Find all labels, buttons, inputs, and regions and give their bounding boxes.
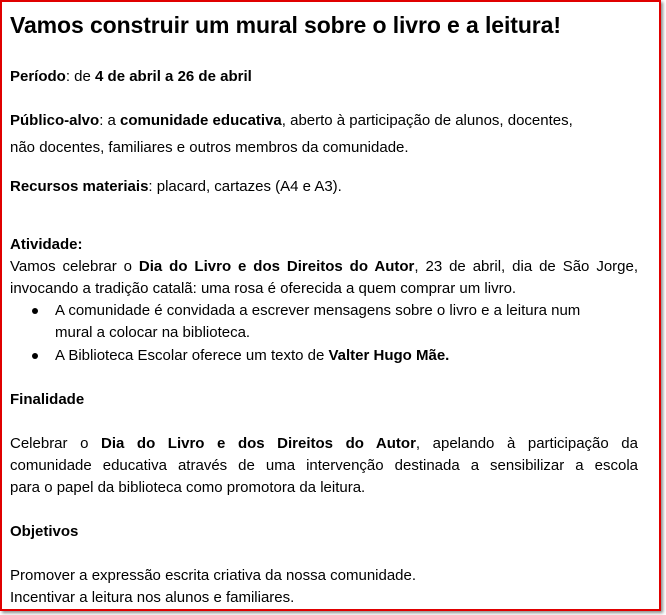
atividade-l1-pre: Vamos celebrar o: [10, 258, 139, 275]
publico-line-1: [10, 110, 573, 132]
objetivos-heading: Objetivos: [10, 523, 79, 540]
finalidade-line-2: comunidade educativa através de uma intervenção destinada a sensibilizar a escola: [10, 457, 638, 474]
recursos-label: Recursos materiais: [10, 178, 149, 195]
publico-line-2: não docentes, familiares e outros membros da comunidade.: [10, 139, 409, 156]
atividade-heading: Atividade:: [10, 236, 83, 253]
page-title: Vamos construir um mural sobre o livro e a leitura!: [10, 12, 561, 38]
finalidade-l1-bold: Dia do Livro e dos Direitos do Autor: [101, 435, 416, 452]
bullet-2-pre: A Biblioteca Escolar oferece um texto de: [55, 347, 329, 364]
finalidade-line-3: para o papel da biblioteca como promotora da leitura.: [10, 479, 366, 496]
recursos-rest: : placard, cartazes (A4 e A3).: [148, 178, 342, 195]
atividade-bullet-2: [55, 345, 645, 367]
periodo-mid: a: [160, 68, 178, 85]
publico-pre: : a: [99, 112, 121, 129]
bullet-2-bold: Valter Hugo Mãe.: [328, 347, 450, 364]
objetivos-item-2: Incentivar a leitura nos alunos e familiares.: [10, 589, 295, 606]
atividade-l1-bold: Dia do Livro e dos Direitos do Autor: [138, 258, 415, 275]
atividade-bullet-1-line-2: mural a colocar na biblioteca.: [55, 324, 251, 341]
publico-bold: comunidade educativa: [120, 112, 282, 129]
publico-rest: , aberto à participação de alunos, docentes,: [281, 112, 573, 129]
atividade-bullet-1-line-1: A comunidade é convidada a escrever mensagens sobre o livro e a leitura num: [55, 302, 581, 319]
objetivos-item-1: Promover a expressão escrita criativa da nossa comunidade.: [10, 567, 417, 584]
atividade-line-1: [10, 256, 638, 278]
finalidade-l1-pre: Celebrar o: [10, 435, 101, 452]
finalidade-l1-post: , apelando à participação da: [415, 435, 638, 452]
atividade-l1-post: , 23 de abril, dia de São Jorge,: [414, 258, 639, 275]
periodo-sep: : de: [65, 68, 96, 85]
periodo-label: Período: [10, 68, 66, 85]
periodo-end: 26 de abril: [177, 68, 252, 85]
periodo-line: [10, 66, 252, 88]
finalidade-line-1: [10, 433, 638, 455]
publico-label: Público-alvo: [10, 112, 100, 129]
finalidade-heading: Finalidade: [10, 391, 85, 408]
periodo-start: 4 de abril: [95, 68, 161, 85]
recursos-line: [10, 176, 342, 198]
atividade-line-2: invocando a tradição catalã: uma rosa é oferecida a quem comprar um livro.: [10, 280, 517, 297]
